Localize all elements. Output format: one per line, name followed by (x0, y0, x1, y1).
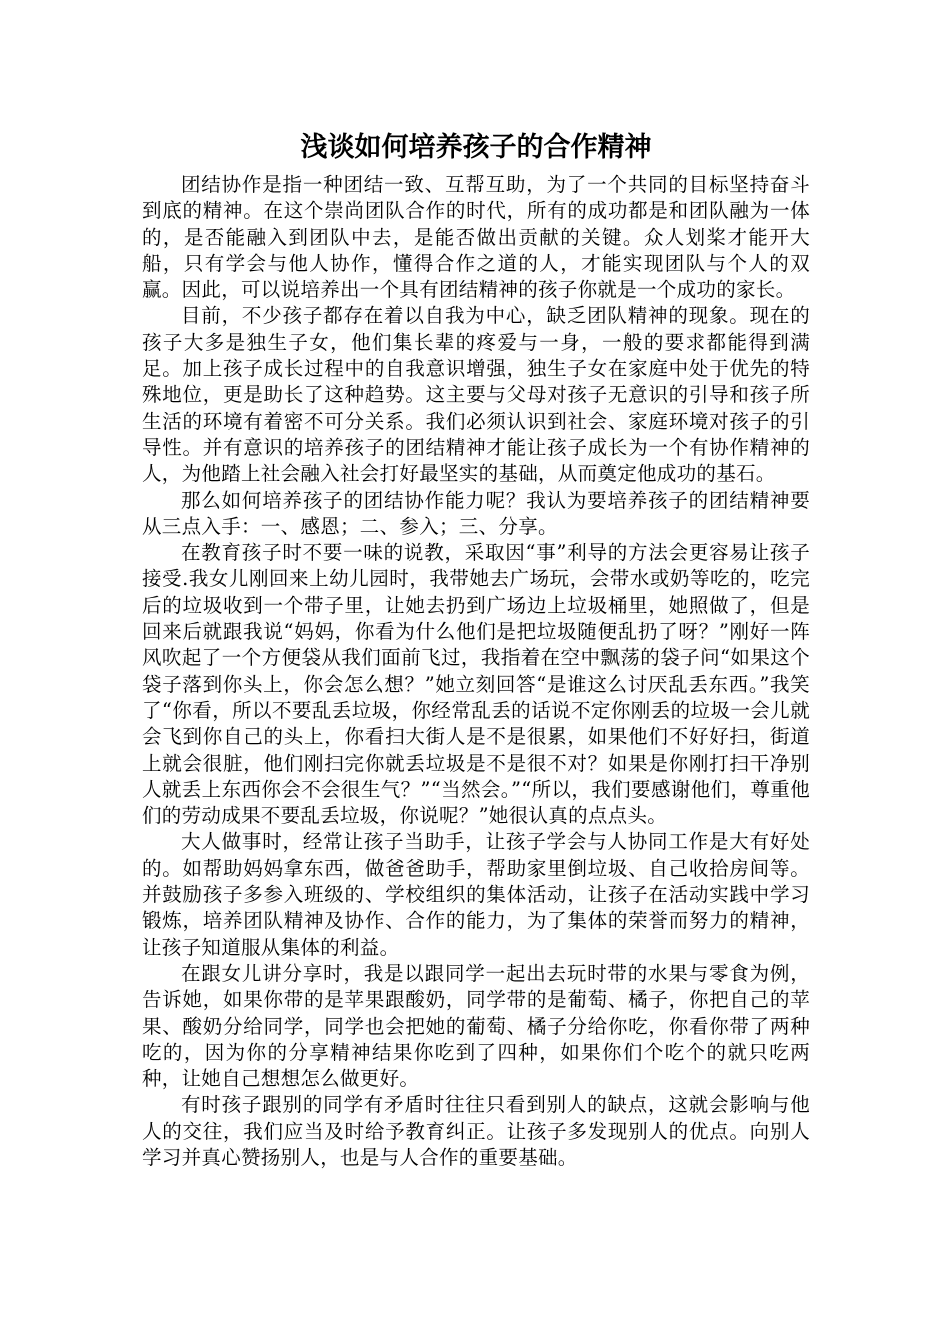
paragraph-7: 有时孩子跟别的同学有矛盾时往往只看到别人的缺点，这就会影响与他人的交往，我们应当及时给予教育纠正。让孩子多发现别人的优点。向别人学习并真心赞扬别人，也是与人合作的重要基础。 (142, 1093, 810, 1169)
document-page (142, 128, 810, 1171)
document-title: 浅谈如何培养孩子的合作精神 (300, 132, 652, 163)
paragraph-1: 团结协作是指一种团结一致、互帮互助，为了一个共同的目标坚持奋斗到底的精神。在这个崇尚团队合作的时代，所有的成功都是和团队融为一体的，是否能融入到团队中去，是能否做出贡献的关键。众人划桨才能开大船，只有学会与他人协作，懂得合作之道的人，才能实现团队与个人的双赢。因此，可以说培养出一个具有团结精神的孩子你就是一个成功的家长。 (142, 173, 810, 302)
paragraph-2: 目前，不少孩子都存在着以自我为中心，缺乏团队精神的现象。现在的孩子大多是独生子女，他们集长辈的疼爱与一身，一般的要求都能得到满足。加上孩子成长过程中的自我意识增强，独生子女在家庭中处于优先的特殊地位，更是助长了这种趋势。这主要与父母对孩子无意识的引导和孩子所生活的环境有着密不可分关系。我们必须认识到社会、家庭环境对孩子的引导性。并有意识的培养孩子的团结精神才能让孩子成长为一个有协作精神的人，为他踏上社会融入社会打好最坚实的基础，从而奠定他成功的基石。 (142, 304, 810, 486)
paragraph-6: 在跟女儿讲分享时，我是以跟同学一起出去玩时带的水果与零食为例，告诉她，如果你带的是苹果跟酸奶，同学带的是葡萄、橘子，你把自己的苹果、酸奶分给同学，同学也会把她的葡萄、橘子分给你吃，你看你带了两种吃的，因为你的分享精神结果你吃到了四种，如果你们个吃个的就只吃两种，让她自己想想怎么做更好。 (142, 961, 810, 1091)
paragraph-3: 那么如何培养孩子的团结协作能力呢？我认为要培养孩子的团结精神要从三点入手：一、感恩；二、参入；三、分享。 (142, 488, 810, 538)
paragraph-5: 大人做事时，经常让孩子当助手，让孩子学会与人协同工作是大有好处的。如帮助妈妈拿东西，做爸爸助手，帮助家里倒垃圾、自己收拾房间等。并鼓励孩子多参入班级的、学校组织的集体活动，让孩子在活动实践中学习锻炼，培养团队精神及协作、合作的能力，为了集体的荣誉而努力的精神，让孩子知道服从集体的利益。 (142, 830, 810, 959)
paragraph-4: 在教育孩子时不要一味的说教，采取因“事”利导的方法会更容易让孩子接受.我女儿刚回来上幼儿园时，我带她去广场玩，会带水或奶等吃的，吃完后的垃圾收到一个带子里，让她去扔到广场边上垃圾桶里，她照做了，但是回来后就跟我说“妈妈，你看为什么他们是把垃圾随便乱扔了呀？”刚好一阵风吹起了一个方便袋从我们面前飞过，我指着在空中飘荡的袋子问“如果这个袋子落到你头上，你会怎么想？”她立刻回答“是谁这么讨厌乱丢东西。”我笑了“你看，所以不要乱丢垃圾，你经常乱丢的话说不定你刚丢的垃圾一会儿就会飞到你自己的头上，你看扫大街人是不是很累，如果他们不好好扫，街道上就会很脏，他们刚扫完你就丢垃圾是不是很不对？如果是你刚打扫干净别人就丢上东西你会不会很生气？”“当然会。”“所以，我们要感谢他们，尊重他们的劳动成果不要乱丢垃圾，你说呢？”她很认真的点点头。 (142, 541, 810, 828)
